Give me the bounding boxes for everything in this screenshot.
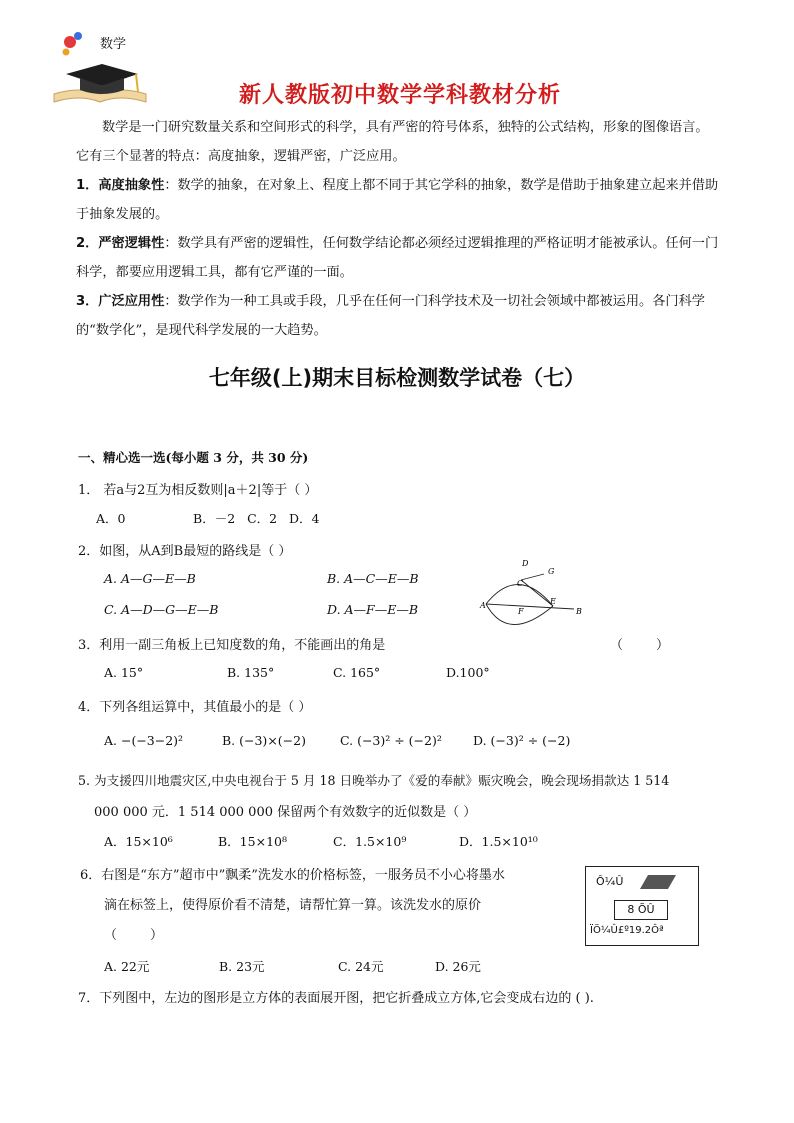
logo-word: 数学 <box>100 37 127 52</box>
question-3-option-a: A. 15° <box>104 665 144 680</box>
route-figure <box>478 558 588 630</box>
question-2-option-a: A. A—G—E—B <box>104 571 196 586</box>
label-d: D <box>522 559 529 568</box>
price-tag-discount: 8 ÕÛ <box>614 900 668 920</box>
blue-ball-icon <box>74 32 82 40</box>
question-6-line-3: （ ） <box>104 928 164 943</box>
orange-ball-icon <box>63 49 70 56</box>
question-2: 2．如图，从A到B最短的路线是（ ） <box>78 544 292 559</box>
price-tag-original-label: Ô¼Û <box>596 875 624 888</box>
question-6-line-2: 滴在标签上，使得原价看不清楚，请帮忙算一算。该洗发水的原价 <box>104 898 482 913</box>
question-7: 7．下列图中，左边的图形是立方体的表面展开图，把它折叠成立方体,它会变成右边的 ( ). <box>78 991 594 1006</box>
question-3-option-c: C. 165° <box>333 665 381 680</box>
exam-title: 七年级(上)期末目标检测数学试卷（七） <box>208 366 586 390</box>
question-5-option-c: C．1.5×10⁹ <box>333 834 407 849</box>
label-e: E <box>550 597 556 606</box>
price-tag-current-price: ÏÖ¼Û£º19.2Ôª <box>590 925 664 936</box>
question-5-option-b: B．15×10⁸ <box>218 834 287 849</box>
label-f: F <box>518 607 524 616</box>
question-4-option-b: B. (−3)×(−2) <box>222 733 306 748</box>
label-a: A <box>480 601 486 610</box>
question-1: 1． 若a与2互为相反数则|a＋2|等于（ ） <box>78 483 318 498</box>
question-4: 4．下列各组运算中，其值最小的是（ ） <box>78 700 312 715</box>
question-2-option-c: C. A—D—G—E—B <box>104 602 219 617</box>
question-3: 3．利用一副三角板上已知度数的角，不能画出的角是 <box>78 638 386 653</box>
label-g: G <box>548 567 555 576</box>
question-2-option-d: D. A—F—E—B <box>327 602 419 617</box>
intro-section <box>76 113 720 345</box>
feature-1: 1．高度抽象性：数学的抽象，在对象上、程度上都不同于其它学科的抽象，数学是借助于抽象建立起来并借助于抽象发展的。 <box>76 178 719 222</box>
question-5-line-1: 5. 为支援四川地震灾区,中央电视台于 5 月 18 日晚举办了《爱的奉献》赈灾晚会，晚会现场捐款达 1 514 <box>78 773 670 788</box>
question-5-option-a: A．15×10⁶ <box>104 834 173 849</box>
question-4-option-c: C. (−3)² ÷ (−2)² <box>340 733 442 748</box>
question-6-option-d: D. 26元 <box>435 959 481 974</box>
question-6-option-c: C. 24元 <box>338 959 384 974</box>
feature-2: 2．严密逻辑性：数学具有严密的逻辑性，任何数学结论都必须经过逻辑推理的严格证明才能被承认。任何一门科学，都要应用逻辑工具，都有它严谨的一面。 <box>76 236 719 280</box>
question-3-option-b: B. 135° <box>227 665 275 680</box>
feature-3: 3．广泛应用性：数学作为一种工具或手段，几乎在任何一门科学技术及一切社会领域中都被运用。各门科学的“数学化”，是现代科学发展的一大趋势。 <box>76 294 705 338</box>
question-2-option-b: B. A—C—E—B <box>327 571 419 586</box>
question-5-option-d: D．1.5×10¹⁰ <box>459 834 538 849</box>
question-4-option-d: D. (−3)² ÷ (−2) <box>473 733 571 748</box>
question-5-line-2: 000 000 元．1 514 000 000 保留两个有效数字的近似数是（ ） <box>94 805 477 820</box>
question-6-option-b: B. 23元 <box>219 959 265 974</box>
red-ball-icon <box>64 36 76 48</box>
label-c: C <box>517 579 524 588</box>
section-heading: 一、精心选一选(每小题 3 分，共 30 分) <box>78 450 309 465</box>
label-b: B <box>576 607 582 616</box>
question-3-paren: （ ） <box>610 638 670 653</box>
ink-blot-icon <box>640 875 676 889</box>
question-4-option-a: A. −(−3−2)² <box>104 733 184 748</box>
banner-title: 新人教版初中数学学科教材分析 <box>238 83 561 108</box>
question-1-options: A．0 B．－2 C．2 D．4 <box>96 511 320 526</box>
question-6-option-a: A. 22元 <box>104 959 150 974</box>
question-3-option-d: D.100° <box>446 665 490 680</box>
intro-paragraph: 数学是一门研究数量关系和空间形式的科学，具有严密的符号体系，独特的公式结构，形象的图像语言。它有三个显著的特点：高度抽象，逻辑严密，广泛应用。 <box>76 120 709 164</box>
question-6-line-1: 6．右图是“东方”超市中”飘柔”洗发水的价格标签，一服务员不小心将墨水 <box>80 868 505 883</box>
